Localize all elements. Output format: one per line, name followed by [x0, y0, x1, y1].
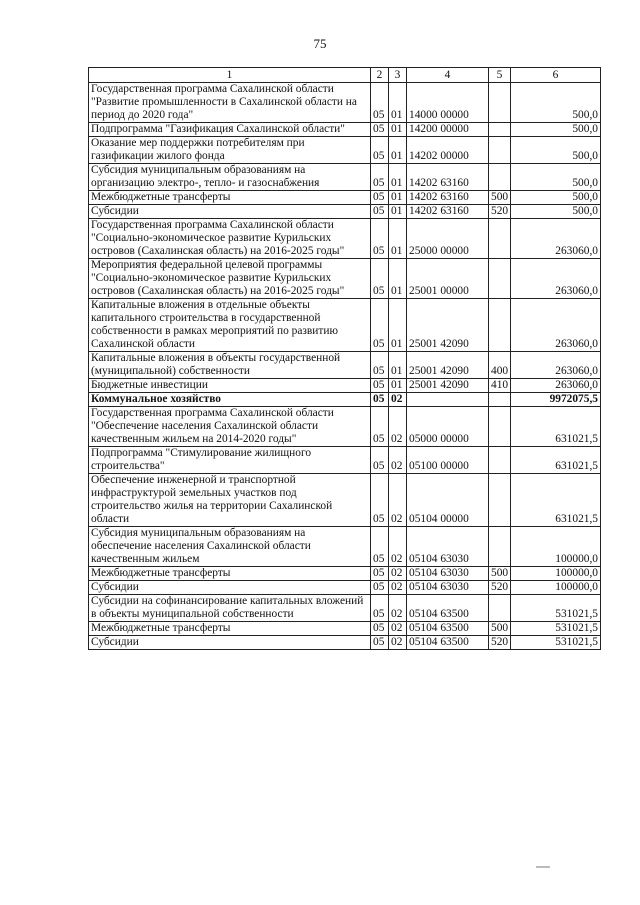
target-article-cell: 25001 42090 [407, 379, 489, 393]
column-header: 4 [407, 68, 489, 83]
subsection-code-cell: 02 [389, 595, 407, 622]
target-article-cell: 05000 00000 [407, 407, 489, 447]
row-name-cell: Межбюджетные трансферты [89, 622, 371, 636]
subsection-code-cell: 02 [389, 581, 407, 595]
budget-table [88, 67, 601, 650]
subsection-code-cell: 02 [389, 636, 407, 650]
target-article-cell: 14202 00000 [407, 137, 489, 164]
column-header: 5 [489, 68, 511, 83]
table-row [89, 137, 601, 164]
expense-type-cell [489, 123, 511, 137]
expense-type-cell [489, 527, 511, 567]
row-name-cell: Субсидии [89, 636, 371, 650]
target-article-cell: 05104 63500 [407, 622, 489, 636]
row-name-cell: Субсидия муниципальным образованиям на обеспечение населения Сахалинской области качественным жильем [89, 527, 371, 567]
table-row [89, 595, 601, 622]
target-article-cell: 25000 00000 [407, 219, 489, 259]
amount-cell: 263060,0 [511, 352, 601, 379]
subsection-code-cell: 02 [389, 393, 407, 407]
subsection-code-cell: 01 [389, 137, 407, 164]
table-header-row [89, 68, 601, 83]
target-article-cell: 14000 00000 [407, 83, 489, 123]
target-article-cell: 25001 42090 [407, 352, 489, 379]
amount-cell: 631021,5 [511, 474, 601, 527]
section-code-cell: 05 [371, 299, 389, 352]
row-name-cell: Субсидии на софинансирование капитальных вложений в объекты муниципальной собственности [89, 595, 371, 622]
expense-type-cell [489, 137, 511, 164]
section-code-cell: 05 [371, 581, 389, 595]
expense-type-cell: 400 [489, 352, 511, 379]
table-row [89, 622, 601, 636]
target-article-cell: 05104 63030 [407, 567, 489, 581]
column-header: 6 [511, 68, 601, 83]
section-code-cell: 05 [371, 527, 389, 567]
row-name-cell: Мероприятия федеральной целевой программы "Социально-экономическое развитие Курильских островов (Сахалинская область) на 2016-2025 годы" [89, 259, 371, 299]
table-row [89, 352, 601, 379]
expense-type-cell [489, 595, 511, 622]
row-name-cell: Субсидии [89, 581, 371, 595]
table-row [89, 299, 601, 352]
row-name-cell: Капитальные вложения в отдельные объекты капитального строительства в государственной собственности в рамках мероприятий по развитию Сахалинской области [89, 299, 371, 352]
target-article-cell: 05104 63500 [407, 595, 489, 622]
target-article-cell: 05104 63030 [407, 527, 489, 567]
row-name-cell: Подпрограмма "Газификация Сахалинской области" [89, 123, 371, 137]
row-name-cell: Подпрограмма "Стимулирование жилищного строительства" [89, 447, 371, 474]
expense-type-cell: 520 [489, 205, 511, 219]
expense-type-cell [489, 393, 511, 407]
target-article-cell: 05104 00000 [407, 474, 489, 527]
section-code-cell: 05 [371, 123, 389, 137]
row-name-cell: Государственная программа Сахалинской области "Развитие промышленности в Сахалинской области на период до 2020 года" [89, 83, 371, 123]
table-row [89, 474, 601, 527]
amount-cell: 500,0 [511, 164, 601, 191]
amount-cell: 500,0 [511, 205, 601, 219]
section-code-cell: 05 [371, 407, 389, 447]
target-article-cell: 14200 00000 [407, 123, 489, 137]
amount-cell: 531021,5 [511, 622, 601, 636]
amount-cell: 263060,0 [511, 219, 601, 259]
section-code-cell: 05 [371, 393, 389, 407]
amount-cell: 500,0 [511, 191, 601, 205]
subsection-code-cell: 02 [389, 447, 407, 474]
table-row [89, 447, 601, 474]
subsection-code-cell: 01 [389, 83, 407, 123]
row-name-cell: Субсидия муниципальным образованиям на организацию электро-, тепло- и газоснабжения [89, 164, 371, 191]
section-code-cell: 05 [371, 205, 389, 219]
table-row [89, 83, 601, 123]
section-code-cell: 05 [371, 219, 389, 259]
row-name-cell: Государственная программа Сахалинской области "Социально-экономическое развитие Курильских островов (Сахалинская область) на 2016-2025 годы" [89, 219, 371, 259]
expense-type-cell: 410 [489, 379, 511, 393]
amount-cell: 500,0 [511, 83, 601, 123]
row-name-cell: Межбюджетные трансферты [89, 567, 371, 581]
row-name-cell: Субсидии [89, 205, 371, 219]
expense-type-cell [489, 164, 511, 191]
table-row [89, 393, 601, 407]
section-code-cell: 05 [371, 622, 389, 636]
table-row [89, 205, 601, 219]
expense-type-cell [489, 474, 511, 527]
table-row [89, 567, 601, 581]
target-article-cell: 14202 63160 [407, 164, 489, 191]
section-code-cell: 05 [371, 595, 389, 622]
column-header: 2 [371, 68, 389, 83]
page-number: 75 [313, 36, 327, 51]
expense-type-cell: 520 [489, 636, 511, 650]
section-code-cell: 05 [371, 259, 389, 299]
section-code-cell: 05 [371, 474, 389, 527]
amount-cell: 263060,0 [511, 259, 601, 299]
subsection-code-cell: 01 [389, 299, 407, 352]
table-row [89, 191, 601, 205]
expense-type-cell [489, 83, 511, 123]
section-code-cell: 05 [371, 636, 389, 650]
subsection-code-cell: 02 [389, 567, 407, 581]
amount-cell: 100000,0 [511, 567, 601, 581]
column-header: 1 [89, 68, 371, 83]
section-code-cell: 05 [371, 352, 389, 379]
subsection-code-cell: 01 [389, 352, 407, 379]
subsection-code-cell: 01 [389, 123, 407, 137]
table-row [89, 407, 601, 447]
subsection-code-cell: 01 [389, 205, 407, 219]
amount-cell: 263060,0 [511, 299, 601, 352]
section-code-cell: 05 [371, 567, 389, 581]
amount-cell: 263060,0 [511, 379, 601, 393]
expense-type-cell: 500 [489, 567, 511, 581]
section-code-cell: 05 [371, 137, 389, 164]
subsection-code-cell: 02 [389, 527, 407, 567]
table-row [89, 527, 601, 567]
expense-type-cell: 500 [489, 191, 511, 205]
amount-cell: 500,0 [511, 137, 601, 164]
amount-cell: 9972075,5 [511, 393, 601, 407]
subsection-code-cell: 01 [389, 219, 407, 259]
subsection-code-cell: 01 [389, 164, 407, 191]
target-article-cell [407, 393, 489, 407]
amount-cell: 531021,5 [511, 595, 601, 622]
section-code-cell: 05 [371, 164, 389, 191]
subsection-code-cell: 01 [389, 191, 407, 205]
table-row [89, 123, 601, 137]
row-name-cell: Оказание мер поддержки потребителям при газификации жилого фонда [89, 137, 371, 164]
expense-type-cell [489, 407, 511, 447]
subsection-code-cell: 02 [389, 474, 407, 527]
amount-cell: 100000,0 [511, 581, 601, 595]
expense-type-cell [489, 219, 511, 259]
table-row [89, 219, 601, 259]
expense-type-cell [489, 259, 511, 299]
amount-cell: 531021,5 [511, 636, 601, 650]
row-name-cell: Обеспечение инженерной и транспортной инфраструктурой земельных участков под строительство жилья на территории Сахалинской области [89, 474, 371, 527]
subsection-code-cell: 01 [389, 379, 407, 393]
amount-cell: 100000,0 [511, 527, 601, 567]
subsection-code-cell: 01 [389, 259, 407, 299]
section-code-cell: 05 [371, 83, 389, 123]
target-article-cell: 14202 63160 [407, 191, 489, 205]
column-header: 3 [389, 68, 407, 83]
amount-cell: 500,0 [511, 123, 601, 137]
row-name-cell: Капитальные вложения в объекты государственной (муниципальной) собственности [89, 352, 371, 379]
target-article-cell: 25001 42090 [407, 299, 489, 352]
row-name-cell: Коммунальное хозяйство [89, 393, 371, 407]
target-article-cell: 05100 00000 [407, 447, 489, 474]
section-code-cell: 05 [371, 379, 389, 393]
expense-type-cell [489, 299, 511, 352]
table-row [89, 164, 601, 191]
row-name-cell: Межбюджетные трансферты [89, 191, 371, 205]
table-row [89, 379, 601, 393]
scan-mark [536, 866, 550, 868]
amount-cell: 631021,5 [511, 407, 601, 447]
table-row [89, 636, 601, 650]
table-row [89, 259, 601, 299]
section-code-cell: 05 [371, 191, 389, 205]
amount-cell: 631021,5 [511, 447, 601, 474]
table-row [89, 581, 601, 595]
target-article-cell: 05104 63030 [407, 581, 489, 595]
row-name-cell: Государственная программа Сахалинской области "Обеспечение населения Сахалинской области качественным жильем на 2014-2020 годы" [89, 407, 371, 447]
expense-type-cell: 500 [489, 622, 511, 636]
subsection-code-cell: 02 [389, 407, 407, 447]
subsection-code-cell: 02 [389, 622, 407, 636]
target-article-cell: 25001 00000 [407, 259, 489, 299]
section-code-cell: 05 [371, 447, 389, 474]
row-name-cell: Бюджетные инвестиции [89, 379, 371, 393]
expense-type-cell: 520 [489, 581, 511, 595]
target-article-cell: 14202 63160 [407, 205, 489, 219]
target-article-cell: 05104 63500 [407, 636, 489, 650]
expense-type-cell [489, 447, 511, 474]
